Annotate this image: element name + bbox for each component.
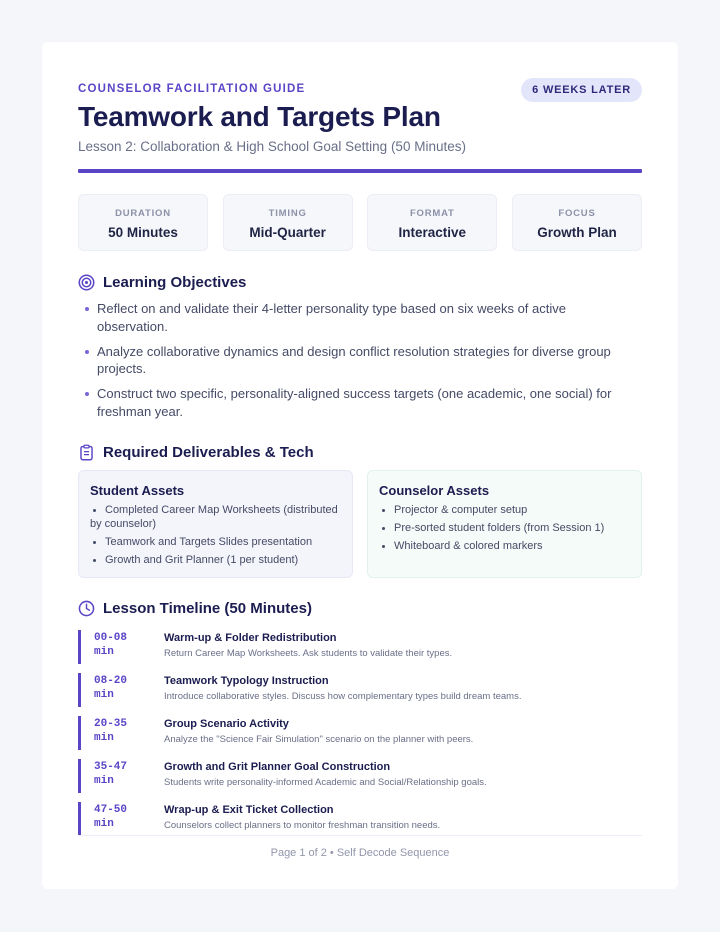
guide-eyebrow: COUNSELOR FACILITATION GUIDE <box>78 83 306 95</box>
timeline-title: Group Scenario Activity <box>164 718 289 730</box>
section-title: Lesson Timeline (50 Minutes) <box>103 600 312 617</box>
objectives-list <box>78 300 638 428</box>
list-item: Teamwork and Targets Slides presentation <box>90 535 341 549</box>
assets-row <box>78 470 642 578</box>
list-item: Pre-sorted student folders (from Session 1) <box>379 521 630 535</box>
card-title: Student Assets <box>90 483 185 498</box>
timing-badge: 6 WEEKS LATER <box>521 78 642 102</box>
stat-card-focus <box>512 194 642 251</box>
time-range: 47-50 <box>94 804 128 816</box>
stat-value: Growth Plan <box>537 225 617 240</box>
timeline-title: Warm-up & Folder Redistribution <box>164 632 337 644</box>
section-title: Learning Objectives <box>103 274 247 291</box>
page-subtitle: Lesson 2: Collaboration & High School Goal Setting (50 Minutes) <box>78 139 466 154</box>
clock-icon <box>78 600 95 617</box>
timeline-time <box>94 631 144 659</box>
counselor-assets-card <box>367 470 642 578</box>
time-unit: min <box>94 646 114 658</box>
timeline-row <box>78 673 642 707</box>
time-range: 35-47 <box>94 761 128 773</box>
deliverables-heading <box>78 444 314 461</box>
timeline-time <box>94 674 144 702</box>
timeline-time <box>94 803 144 831</box>
stat-value: Mid-Quarter <box>249 225 326 240</box>
timeline-row <box>78 759 642 793</box>
student-assets-card <box>78 470 353 578</box>
card-title: Counselor Assets <box>379 483 490 498</box>
timeline-bar <box>78 630 81 664</box>
timeline-row <box>78 716 642 750</box>
timeline-desc: Introduce collaborative styles. Discuss how complementary types build dream teams. <box>164 691 522 702</box>
stat-label: FORMAT <box>409 208 455 219</box>
list-item: Analyze collaborative dynamics and design conflict resolution strategies for diverse group projects. <box>78 343 638 378</box>
timeline-list <box>78 630 642 845</box>
target-icon <box>78 274 95 291</box>
stat-value: Interactive <box>398 225 467 240</box>
list-item: Growth and Grit Planner (1 per student) <box>90 553 341 567</box>
timeline-heading <box>78 600 312 617</box>
timeline-bar <box>78 802 81 836</box>
stat-value: 50 Minutes <box>108 225 178 240</box>
objectives-heading <box>78 274 246 291</box>
time-range: 20-35 <box>94 718 128 730</box>
stat-label: TIMING <box>268 208 307 219</box>
page-footer: Page 1 of 2 • Self Decode Sequence <box>270 847 450 859</box>
list-item: Construct two specific, personality-aligned success targets (one academic, one social) for freshman year. <box>78 385 638 420</box>
list-item: Reflect on and validate their 4-letter personality type based on six weeks of active observation. <box>78 300 638 335</box>
document-page <box>42 42 678 889</box>
page-title: Teamwork and Targets Plan <box>78 101 441 132</box>
header-divider <box>78 169 642 173</box>
timeline-desc: Counselors collect planners to monitor freshman transition needs. <box>164 820 441 831</box>
time-unit: min <box>94 775 114 787</box>
timeline-bar <box>78 716 81 750</box>
timeline-time <box>94 717 144 745</box>
time-range: 08-20 <box>94 675 128 687</box>
timeline-desc: Return Career Map Worksheets. Ask students to validate their types. <box>164 648 453 659</box>
time-range: 00-08 <box>94 632 128 644</box>
clipboard-icon <box>78 444 95 461</box>
stats-row <box>78 194 642 251</box>
timeline-desc: Students write personality-informed Academic and Social/Relationship goals. <box>164 777 487 788</box>
timeline-time <box>94 760 144 788</box>
list-item: Whiteboard & colored markers <box>379 539 630 553</box>
timeline-desc: Analyze the "Science Fair Simulation" scenario on the planner with peers. <box>164 734 474 745</box>
timeline-row <box>78 802 642 836</box>
stat-card-timing <box>223 194 353 251</box>
timeline-bar <box>78 673 81 707</box>
timeline-title: Growth and Grit Planner Goal Construction <box>164 761 391 773</box>
time-unit: min <box>94 818 114 830</box>
timeline-row <box>78 630 642 664</box>
stat-card-format <box>367 194 497 251</box>
stat-label: FOCUS <box>558 208 596 219</box>
timeline-title: Teamwork Typology Instruction <box>164 675 329 687</box>
list-item: Projector & computer setup <box>379 503 630 517</box>
stat-label: DURATION <box>115 208 171 219</box>
footer-divider <box>78 835 642 836</box>
time-unit: min <box>94 689 114 701</box>
list-item: Completed Career Map Worksheets (distributed by counselor) <box>90 503 341 531</box>
time-unit: min <box>94 732 114 744</box>
timeline-bar <box>78 759 81 793</box>
timeline-title: Wrap-up & Exit Ticket Collection <box>164 804 334 816</box>
stat-card-duration <box>78 194 208 251</box>
section-title: Required Deliverables & Tech <box>103 444 314 461</box>
